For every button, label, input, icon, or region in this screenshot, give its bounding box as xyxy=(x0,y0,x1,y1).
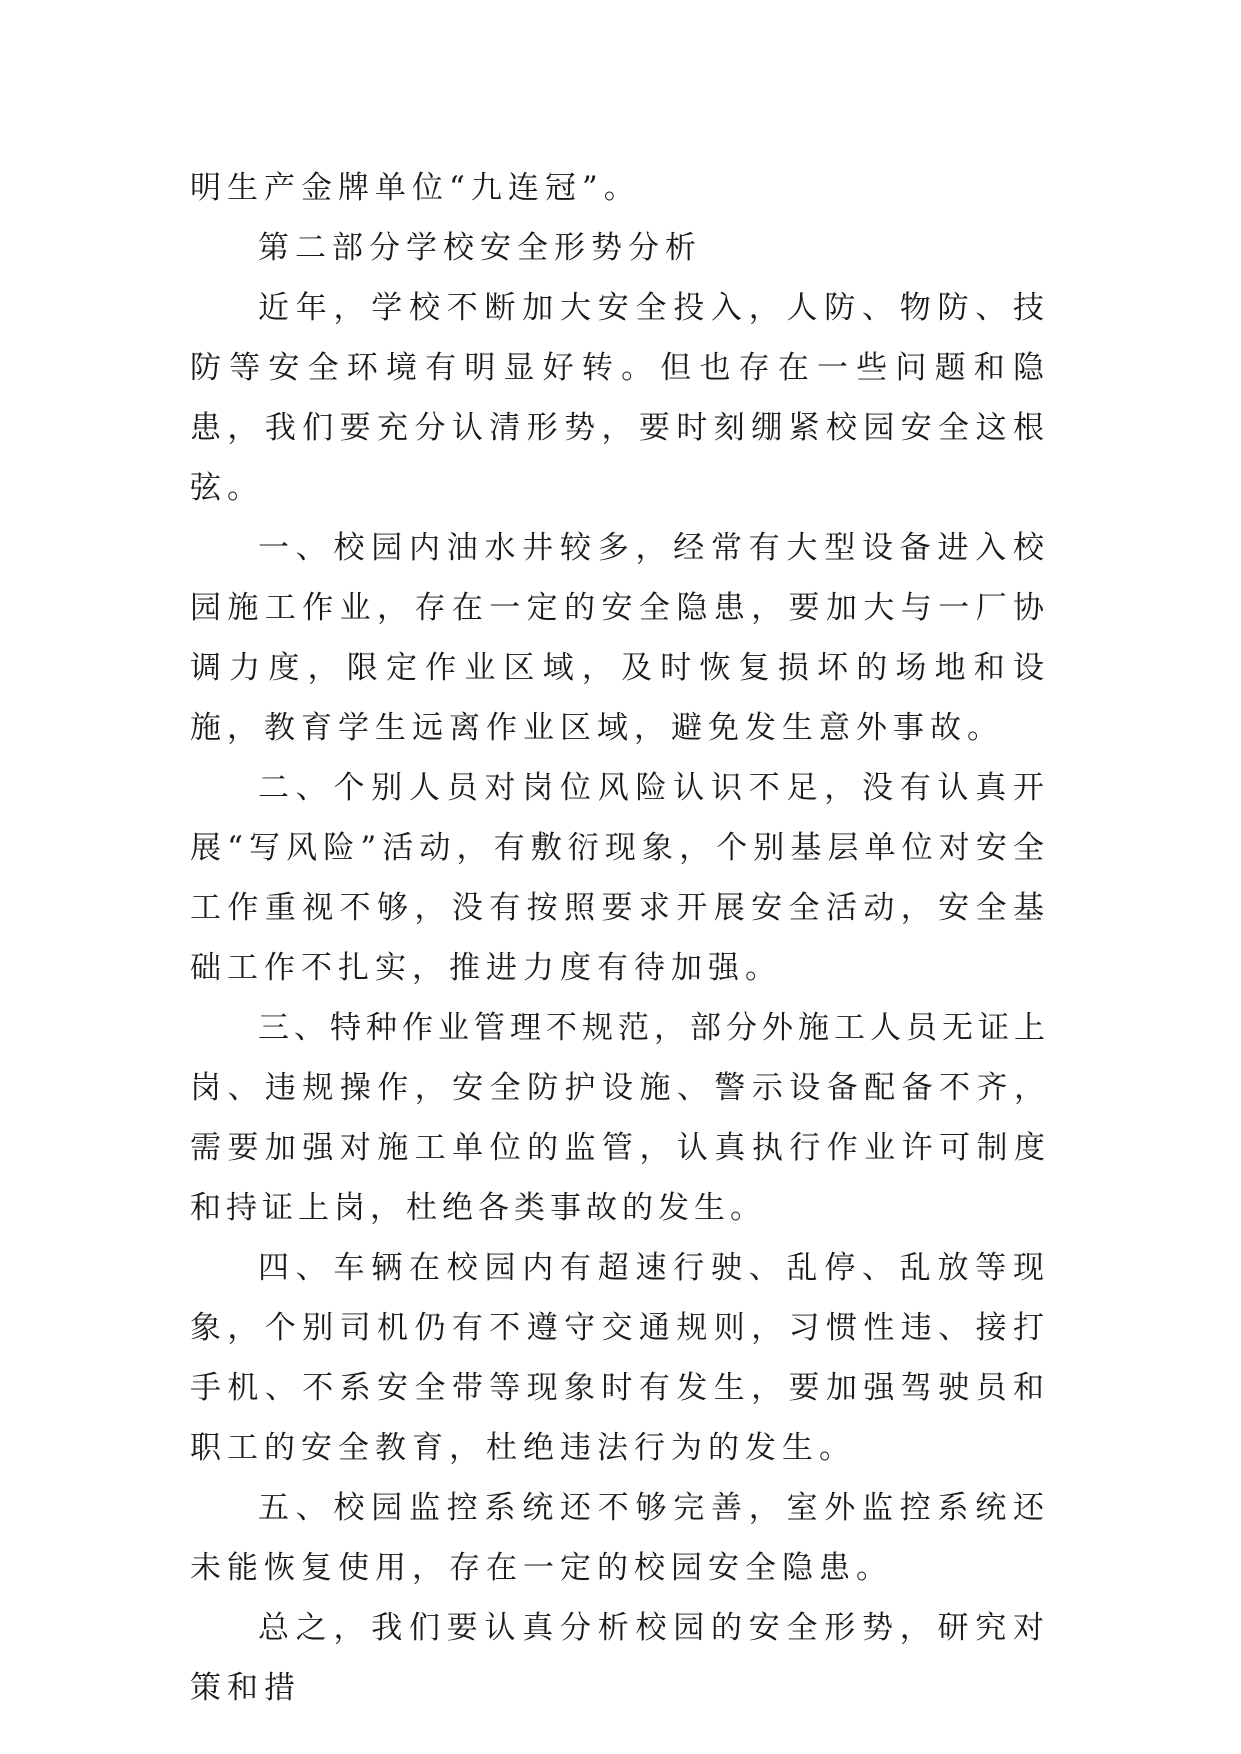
paragraph-item-4: 四、车辆在校园内有超速行驶、乱停、乱放等现象，个别司机仍有不遵守交通规则，习惯性违、接打手机、不系安全带等现象时有发生，要加强驾驶员和职工的安全教育，杜绝违法行为的发生。 xyxy=(190,1250,1050,1466)
document-body xyxy=(190,158,1050,1718)
section-heading: 第二部分学校安全形势分析 xyxy=(258,230,702,266)
paragraph-intro: 近年，学校不断加大安全投入，人防、物防、技防等安全环境有明显好转。但也存在一些问题和隐患，我们要充分认清形势，要时刻绷紧校园安全这根弦。 xyxy=(190,290,1050,506)
paragraph-item-5: 五、校园监控系统还不够完善，室外监控系统还未能恢复使用，存在一定的校园安全隐患。 xyxy=(190,1490,1050,1586)
paragraph-conclusion: 总之，我们要认真分析校园的安全形势，研究对策和措 xyxy=(190,1610,1050,1706)
paragraph-item-1: 一、校园内油水井较多，经常有大型设备进入校园施工作业，存在一定的安全隐患，要加大与一厂协调力度，限定作业区域，及时恢复损坏的场地和设施，教育学生远离作业区域，避免发生意外事故。 xyxy=(190,530,1050,746)
paragraph-item-3: 三、特种作业管理不规范，部分外施工人员无证上岗、违规操作，安全防护设施、警示设备配备不齐，需要加强对施工单位的监管，认真执行作业许可制度和持证上岗，杜绝各类事故的发生。 xyxy=(190,1010,1050,1226)
paragraph-continuation: 明生产金牌单位“九连冠”。 xyxy=(190,170,641,206)
paragraph-item-2: 二、个别人员对岗位风险认识不足，没有认真开展“写风险”活动，有敷衍现象，个别基层单位对安全工作重视不够，没有按照要求开展安全活动，安全基础工作不扎实，推进力度有待加强。 xyxy=(190,770,1050,986)
